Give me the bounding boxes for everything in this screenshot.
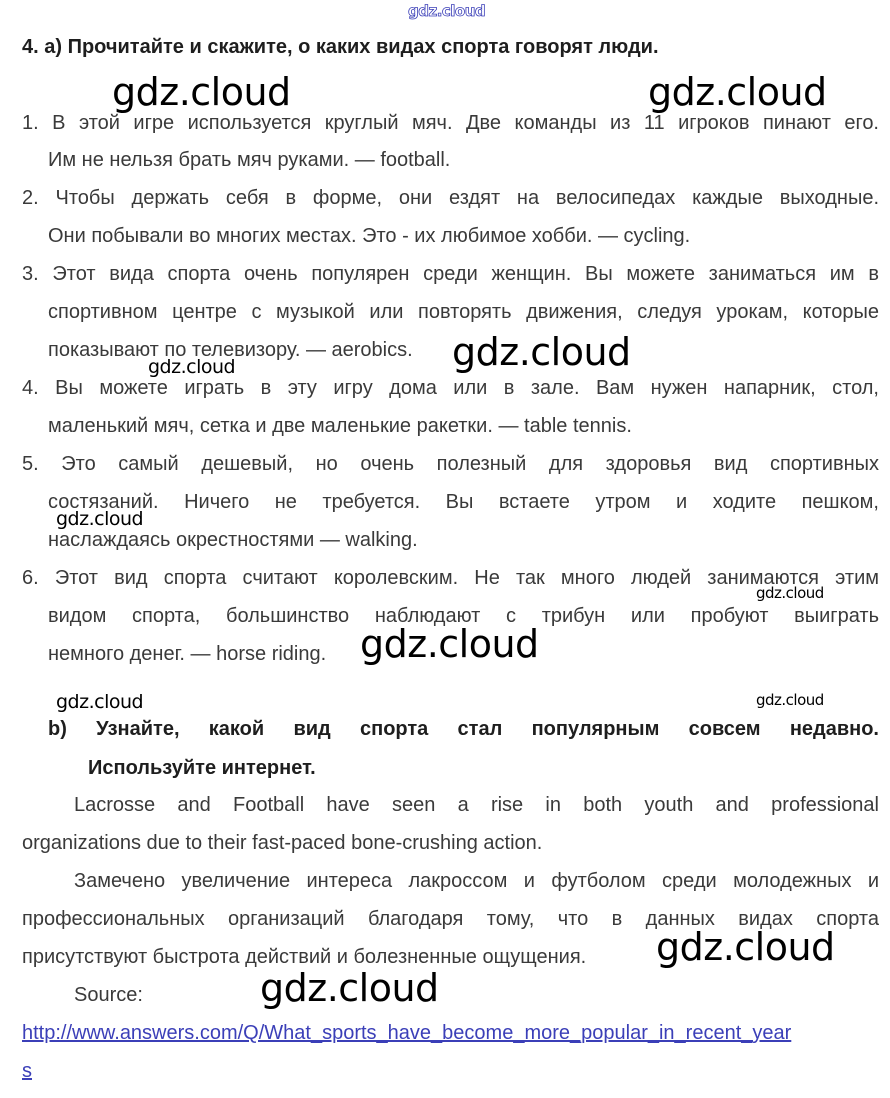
item-4-line-2: маленький мяч, сетка и две маленькие ракетки. — table tennis. bbox=[48, 415, 632, 437]
item-5-line-1: 5. Это самый дешевый, но очень полезный для здоровья вид спортивных bbox=[22, 453, 879, 475]
watermark-small-1: gdz.cloud bbox=[756, 584, 824, 602]
item-4-line-1: 4. Вы можете играть в эту игру дома или в зале. Вам нужен напарник, стол, bbox=[22, 377, 879, 399]
watermark-mid-1: gdz.cloud bbox=[148, 356, 236, 378]
watermark-large-3: gdz.cloud bbox=[452, 330, 631, 374]
russian-answer-line-2: профессиональных организаций благодаря тому, что в данных видах спорта bbox=[22, 908, 879, 930]
source-label: Source: bbox=[74, 984, 143, 1006]
source-link-line-1[interactable]: http://www.answers.com/Q/What_sports_have_become_more_popular_in_recent_year bbox=[22, 1022, 792, 1044]
task-b-title-line-1: b) Узнайте, какой вид спорта стал популярным совсем недавно. bbox=[48, 718, 879, 740]
watermark-mid-2: gdz.cloud bbox=[56, 508, 144, 530]
watermark-large-2: gdz.cloud bbox=[648, 70, 827, 114]
english-answer-line-1: Lacrosse and Football have seen a rise in both youth and professional bbox=[74, 794, 879, 816]
watermark-top: gdz.cloud bbox=[408, 2, 486, 20]
item-3-line-3: показывают по телевизору. — aerobics. bbox=[48, 339, 413, 361]
item-1-line-2: Им не нельзя брать мяч руками. — football. bbox=[48, 149, 451, 171]
item-1-line-1: 1. В этой игре используется круглый мяч. Две команды из 11 игроков пинают его. bbox=[22, 112, 879, 134]
item-3-line-1: 3. Этот вида спорта очень популярен среди женщин. Вы можете заниматься им в bbox=[22, 263, 879, 285]
item-2-line-2: Они побывали во многих местах. Это - их любимое хобби. — cycling. bbox=[48, 225, 691, 247]
source-link-line-2[interactable]: s bbox=[22, 1060, 32, 1082]
item-5-line-2: состязаний. Ничего не требуется. Вы встаете утром и ходите пешком, bbox=[48, 491, 879, 513]
watermark-large-4: gdz.cloud bbox=[360, 622, 539, 666]
watermark-large-5: gdz.cloud bbox=[656, 925, 835, 969]
item-6-line-3: немного денег. — horse riding. bbox=[48, 643, 327, 665]
russian-answer-line-1: Замечено увеличение интереса лакроссом и футболом среди молодежных и bbox=[74, 870, 879, 892]
watermark-large-6: gdz.cloud bbox=[260, 966, 439, 1010]
task-a-title: 4. a) Прочитайте и скажите, о каких видах спорта говорят люди. bbox=[22, 36, 659, 58]
watermark-large-1: gdz.cloud bbox=[112, 70, 291, 114]
item-3-line-2: спортивном центре с музыкой или повторять движения, следуя урокам, которые bbox=[48, 301, 879, 323]
item-5-line-3: наслаждаясь окрестностями — walking. bbox=[48, 529, 418, 551]
item-2-line-1: 2. Чтобы держать себя в форме, они ездят на велосипедах каждые выходные. bbox=[22, 187, 879, 209]
item-6-line-1: 6. Этот вид спорта считают королевским. Не так много людей занимаются этим bbox=[22, 567, 879, 589]
watermark-mid-3: gdz.cloud bbox=[56, 691, 144, 713]
task-b-title-line-2: Используйте интернет. bbox=[88, 757, 316, 779]
russian-answer-line-3: присутствуют быстрота действий и болезненные ощущения. bbox=[22, 946, 587, 968]
item-6-line-2: видом спорта, большинство наблюдают с трибун или пробуют выиграть bbox=[48, 605, 879, 627]
english-answer-line-2: organizations due to their fast-paced bone-crushing action. bbox=[22, 832, 543, 854]
watermark-small-2: gdz.cloud bbox=[756, 691, 824, 709]
